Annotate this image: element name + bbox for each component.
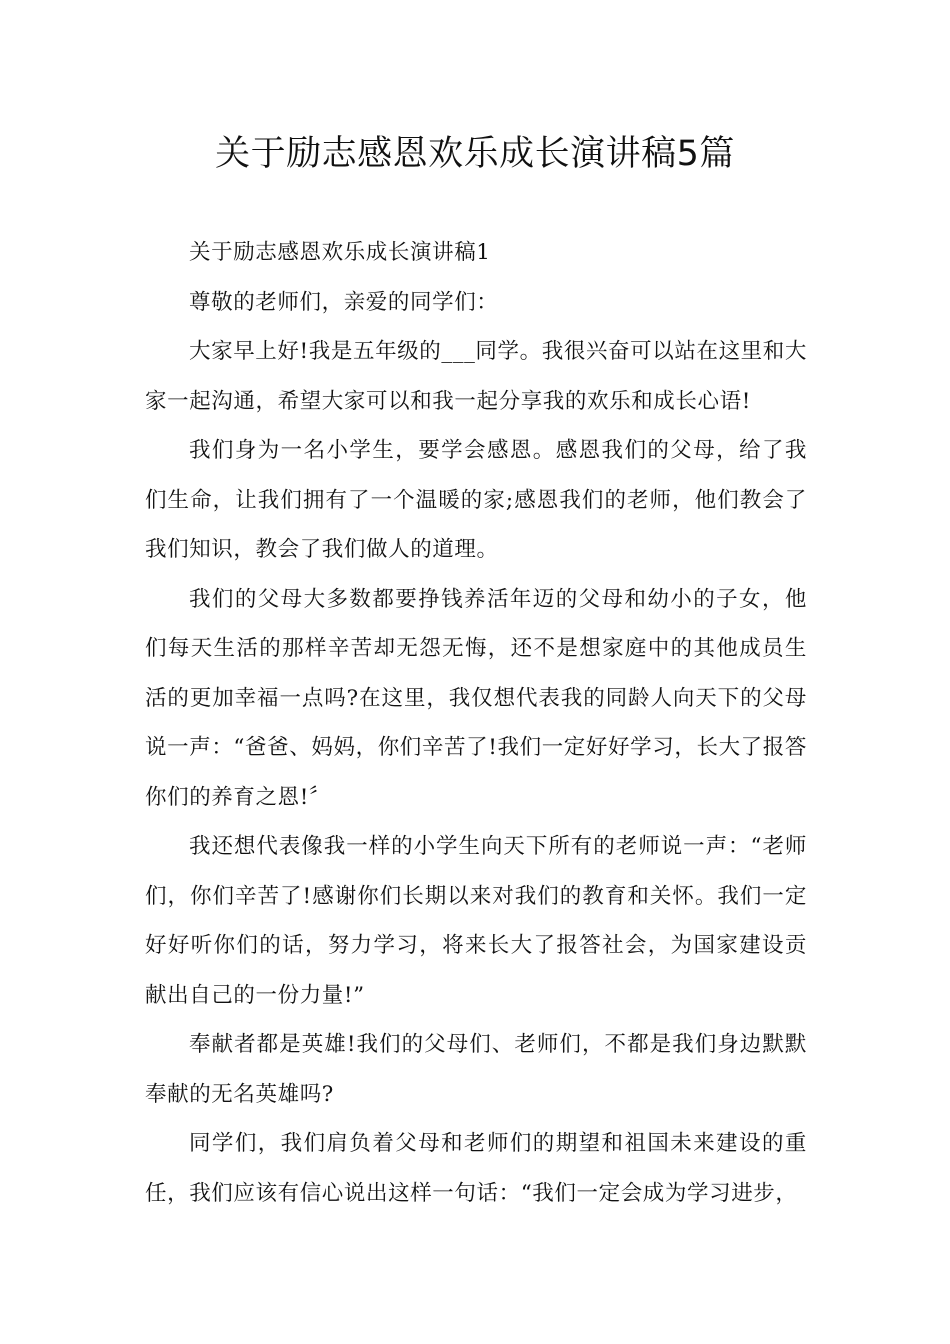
body-paragraph: 同学们，我们肩负着父母和老师们的期望和祖国未来建设的重任，我们应该有信心说出这样一句话：“我们一定会成为学习进步， xyxy=(145,1131,807,1206)
section-heading: 关于励志感恩欢乐成长演讲稿1 xyxy=(189,240,491,265)
salutation-paragraph: 尊敬的老师们，亲爱的同学们： xyxy=(189,289,499,315)
document-body xyxy=(145,228,807,1218)
body-paragraph: 我还想代表像我一样的小学生向天下所有的老师说一声：“老师们，你们辛苦了!感谢你们长期以来对我们的教育和关怀。我们一定好好听你们的话，努力学习，将来长大了报答社会，为国家建设贡献出自己的一份力量!” xyxy=(145,834,807,1008)
body-paragraph: 奉献者都是英雄!我们的父母们、老师们，不都是我们身边默默奉献的无名英雄吗? xyxy=(145,1032,807,1107)
body-paragraph: 我们的父母大多数都要挣钱养活年迈的父母和幼小的子女，他们每天生活的那样辛苦却无怨无悔，还不是想家庭中的其他成员生活的更加幸福一点吗?在这里，我仅想代表我的同龄人向天下的父母说一声：“爸爸、妈妈，你们辛苦了!我们一定好好学习，长大了报答你们的养育之恩!〞 xyxy=(145,586,807,810)
body-paragraph: 大家早上好!我是五年级的___同学。我很兴奋可以站在这里和大家一起沟通，希望大家可以和我一起分享我的欢乐和成长心语! xyxy=(145,339,807,414)
body-paragraph: 我们身为一名小学生，要学会感恩。感恩我们的父母，给了我们生命，让我们拥有了一个温暖的家;感恩我们的老师，他们教会了我们知识，教会了我们做人的道理。 xyxy=(145,438,807,562)
document-title: 关于励志感恩欢乐成长演讲稿5篇 xyxy=(215,134,735,174)
